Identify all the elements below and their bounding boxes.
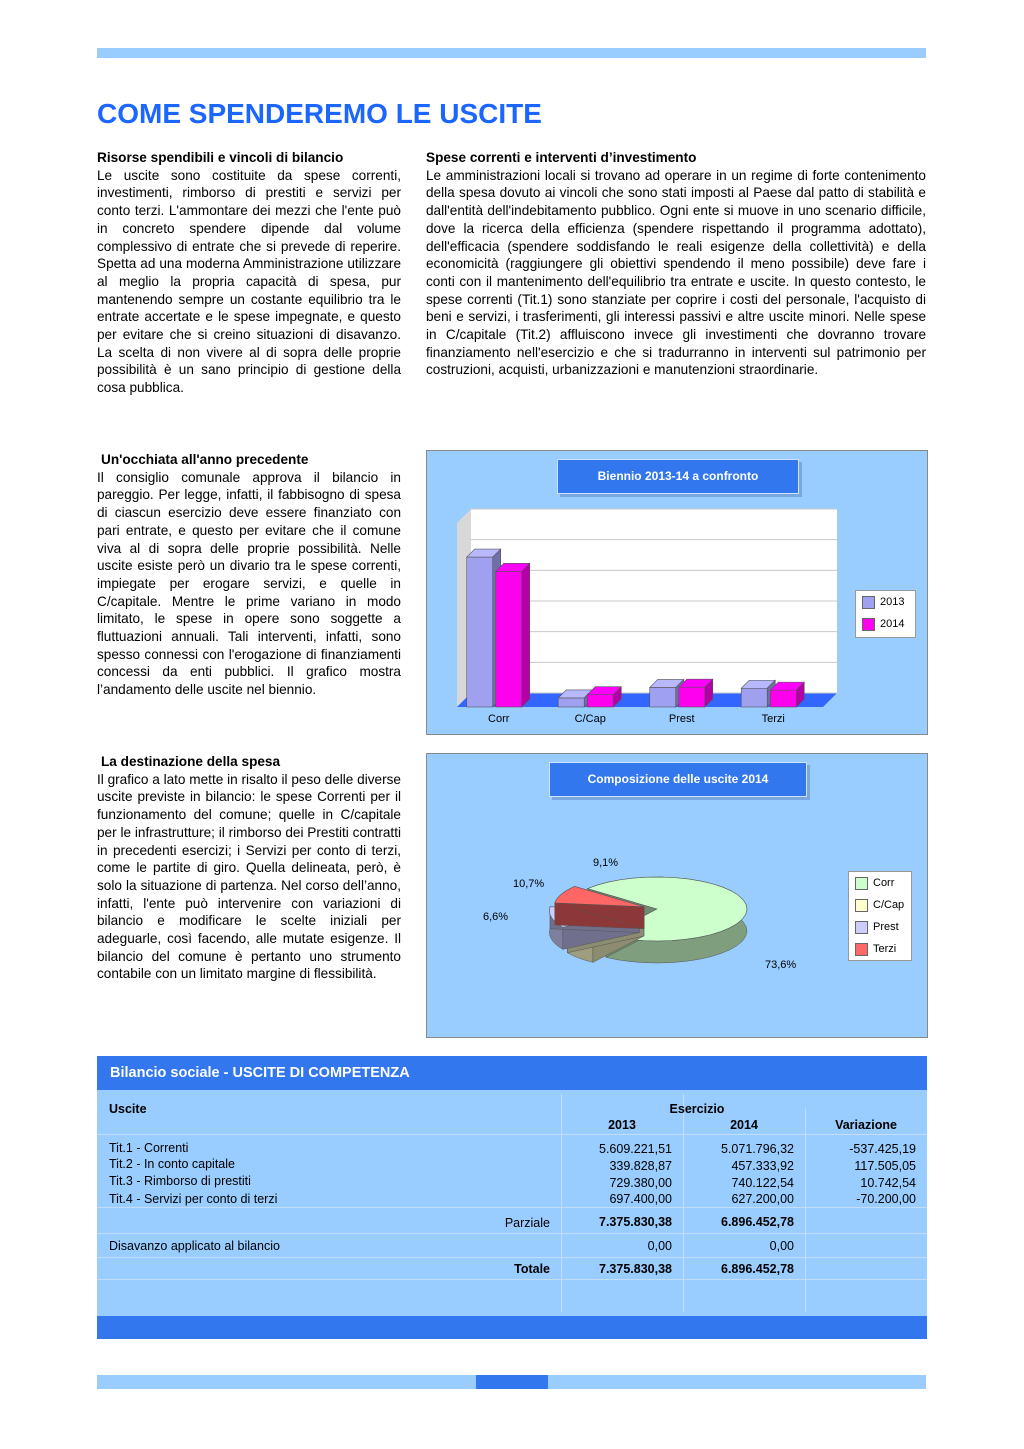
legend-swatch [862,596,875,609]
value-2014: 740.122,54 [731,1176,794,1190]
legend-item-prest: Prest [849,916,911,938]
section-anno-precedente [97,451,401,699]
x-tick-label: C/Cap [574,713,606,725]
table-title: Bilancio sociale - USCITE DI COMPETENZA [97,1056,927,1090]
row-label: Tit.2 - In conto capitale [109,1157,235,1171]
value-2013: 7.375.830,38 [599,1262,672,1276]
divider [97,1279,927,1280]
divider [805,1108,806,1312]
bar-front [679,687,705,707]
legend-item-corr: Corr [849,872,911,894]
bar-front [770,690,796,707]
col-header-esercizio: Esercizio [669,1102,725,1116]
legend-item-2013: 2013 [856,591,915,613]
section-heading: Un'occhiata all'anno precedente [101,452,309,467]
top-decorative-bar [97,48,926,58]
value-variazione: -70.200,00 [856,1192,916,1206]
chart-title: Composizione delle uscite 2014 [549,762,807,797]
chart-legend [848,871,912,961]
uscite-table [97,1056,927,1339]
legend-item-terzi: Terzi [849,938,911,960]
bar [770,682,804,707]
pie-value-label: 9,1% [593,857,619,869]
row-label: Tit.1 - Correnti [109,1141,189,1155]
value-2014: 627.200,00 [731,1192,794,1206]
col-header-2014: 2014 [730,1118,758,1132]
row-label: Totale [514,1262,550,1276]
section-heading: Spese correnti e interventi d’investimento [426,150,697,165]
divider [97,1257,927,1258]
value-2013: 697.400,00 [609,1192,672,1206]
bar [679,679,713,707]
bar [496,563,530,707]
value-2014: 6.896.452,78 [721,1262,794,1276]
section-heading: Risorse spendibili e vincoli di bilancio [97,150,344,165]
bar-front [650,687,676,707]
legend-item-2014: 2014 [856,613,915,635]
legend-item-ccap: C/Cap [849,894,911,916]
value-2013: 729.380,00 [609,1176,672,1190]
row-label: Tit.4 - Servizi per conto di terzi [109,1192,278,1206]
value-2014: 6.896.452,78 [721,1215,794,1229]
page-indicator [476,1375,548,1389]
value-variazione: 10.742,54 [860,1176,916,1190]
col-header-2013: 2013 [608,1118,636,1132]
legend-swatch [855,943,868,956]
pie-chart-panel [426,753,928,1038]
col-header-variazione: Variazione [835,1118,897,1132]
value-2013: 5.609.221,51 [599,1142,672,1156]
chart-legend [855,590,916,638]
bar-front [496,571,522,707]
section-text: Il grafico a lato mette in risalto il peso delle diverse uscite previste in bilancio: le spese Correnti per il funzionamento del comune; quelle in C/capitale per le infrastrutture; il rimborso dei Prestiti contratti in precedenti esercizi; i Servizi per conto di terzi, come le partite di giro. Quella delineata, però, è solo la situazione di partenza. Nel corso dell’anno, infatti, l'ente può intervenire con variazioni di bilancio e modificare le scelte iniziali per adeguarle, così facendo, alle mutate esigenze. Il bilancio del comune è pertanto uno strumento contabile con un limitato margine di flessibilità. [97,771,401,982]
col-header-uscite: Uscite [109,1102,147,1116]
page-title: COME SPENDEREMO LE USCITE [97,98,542,129]
value-2013: 0,00 [647,1239,672,1253]
row-label: Tit.3 - Rimborso di prestiti [109,1174,251,1188]
x-tick-label: Prest [668,713,695,725]
value-2013: 339.828,87 [609,1159,672,1173]
value-variazione: -537.425,19 [849,1142,916,1156]
value-2014: 0,00 [769,1239,794,1253]
table-footer-bar [97,1316,927,1339]
row-label: Disavanzo applicato al bilancio [109,1239,280,1253]
bar-side [522,563,530,707]
value-2014: 457.333,92 [731,1159,794,1173]
section-text: Le uscite sono costituite da spese correnti, investimenti, rimborso di prestiti e servizi per conto terzi. L'ammontare dei mezzi che l'ente può in concreto spendere dipende dal volume complessivo di entrate che si prevede di reperire. Spetta ad una moderna Amministrazione utilizzare al meglio la propria capacità di spesa, pur mantenendo sempre un costante equilibrio tra le entrate accertate e le spese impegnate, e questo per evitare che si creino situazioni di disavanzo. La scelta di non vivere al di sopra delle proprie possibilità è un sano principio di gestione della cosa pubblica. [97,167,401,396]
value-2013: 7.375.830,38 [599,1215,672,1229]
value-variazione: 117.505,05 [854,1159,916,1173]
legend-swatch [855,899,868,912]
bar-front [741,688,767,707]
bar-front [558,698,584,707]
bar-chart-svg [427,451,927,734]
pie-value-label: 73,6% [765,959,797,971]
section-heading: La destinazione della spesa [101,754,281,769]
section-spese-correnti [426,149,926,379]
bar-front [587,695,613,707]
legend-swatch [855,921,868,934]
pie-value-label: 10,7% [513,878,545,890]
legend-swatch [855,877,868,890]
section-text: Le amministrazioni locali si trovano ad operare in un regime di forte contenimento della spesa dovuto ai vincoli che sono stati imposti al Paese dal patto di stabilità e dall'entità dell'indebitamento pubblico. Ogni ente si muove in uno scenario difficile, dove la ricerca della efficienza (spendere rispettando il programma adottato), dell'efficacia (spendere soddisfando le reali esigenze della collettività) e della economicità (raggiungere gli obiettivi spendendo il meno possibile) deve fare i conti con il mantenimento dell'equilibrio tra entrate e uscite. In questo contesto, le spese correnti (Tit.1) sono stanziate per coprire i costi del personale, l'acquisto di beni e servizi, i trasferimenti, gli interessi passivi e altre uscite minori. Nelle spese in C/capitale (Tit.2) affluiscono invece gli investimenti che dovranno trovare finanziamento nell'esercizio e che si tradurranno in interventi sul patrimonio per costruzioni, acquisti, urbanizzazioni e manutenzioni straordinarie. [426,167,926,378]
divider [97,1233,927,1234]
divider [97,1134,927,1135]
x-tick-label: Corr [488,713,510,725]
section-destinazione-spesa [97,753,401,983]
bar-front [467,557,493,707]
section-risorse [97,149,401,397]
divider [97,1207,927,1208]
chart-title: Biennio 2013-14 a confronto [557,459,799,494]
x-tick-label: Terzi [761,713,785,725]
value-2014: 5.071.796,32 [721,1142,794,1156]
row-label: Parziale [504,1216,550,1230]
section-text: Il consiglio comunale approva il bilancio in pareggio. Per legge, infatti, il fabbisogno di spesa di ciascun esercizio deve essere finanziato con pari entrate, e questo per evitare che il comune viva al di sopra delle proprie possibilità. Nelle uscite esiste però un divario tra le spese correnti, impiegate per erogare servizi, e quelle in C/capitale. Mentre le prime variano in modo limitato, le spese in opere sono soggette a fluttuazioni annuali. Tali interventi, infatti, sono spesso connessi con l'erogazione di finanziamenti concessi da enti pubblici. Il grafico mostra l’andamento delle uscite nel biennio. [97,469,401,698]
bar [587,687,621,707]
legend-swatch [862,618,875,631]
bar-chart-panel [426,450,928,735]
pie-value-label: 6,6% [483,911,509,923]
